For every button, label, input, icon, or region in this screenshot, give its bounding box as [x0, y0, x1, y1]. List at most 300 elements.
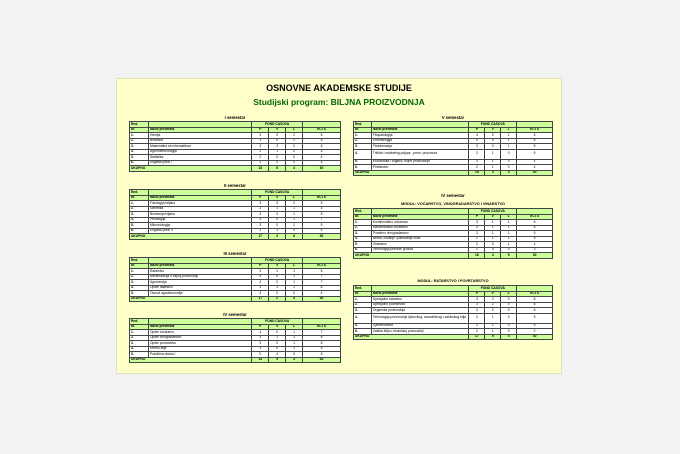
hours-l: 1 — [286, 217, 303, 223]
ects-value: 6 — [517, 220, 553, 226]
course-name: Tehnologija proizvodnje ljekovitog, aromatičnog i začinskog bilja — [371, 313, 469, 323]
hours-p: 3 — [252, 341, 269, 347]
semester-1-block — [129, 115, 341, 172]
program-subtitle: Studijski program: BILJNA PROIZVODNJA — [253, 97, 425, 107]
hours-p: 3 — [469, 231, 485, 237]
hours-v: 0 — [269, 201, 286, 207]
col-v: V — [269, 263, 286, 269]
col-ects: ECTS — [517, 291, 553, 297]
col-fond: FOND ČASOVA — [252, 122, 303, 128]
total-ects: 30 — [517, 253, 553, 259]
course-name: Sjemenarstvo — [371, 323, 469, 329]
col-red: Red. — [354, 286, 372, 292]
row-number: 4. — [130, 346, 149, 352]
row-number: 3. — [130, 144, 149, 150]
course-name: Opšte vinogradarstvo — [148, 335, 251, 341]
hours-l: 1 — [286, 330, 303, 336]
course-name: Kontinentalno voćarstvo — [371, 220, 469, 226]
course-name: Specijalno povrtarstvo — [371, 302, 469, 308]
hours-v: 0 — [269, 138, 286, 144]
ects-value: 6 — [303, 341, 341, 347]
ects-value: 5 — [517, 236, 553, 242]
course-table — [129, 257, 341, 302]
course-name: Krmno bilje — [148, 346, 251, 352]
total-p: 17 — [252, 234, 269, 240]
course-name: Praktična obuka I — [148, 352, 251, 358]
col-red: Red. — [130, 122, 149, 128]
col-br: br. — [354, 214, 372, 220]
ects-value: 4 — [303, 155, 341, 161]
hours-v: 1 — [485, 329, 501, 335]
total-l: 4 — [286, 357, 303, 363]
total-v: 3 — [485, 253, 501, 259]
row-number: 5. — [130, 352, 149, 358]
ects-value: 6 — [517, 225, 553, 231]
col-l: L — [501, 214, 517, 220]
ects-value: 5 — [517, 323, 553, 329]
course-name: Organska proizvodnja — [371, 308, 469, 314]
course-table — [353, 208, 553, 259]
total-label: UKUPNO — [130, 166, 252, 172]
col-red: Red. — [354, 209, 372, 215]
row-number: 2. — [130, 335, 149, 341]
row-number: 4. — [130, 149, 149, 155]
col-ects: ECTS — [303, 263, 341, 269]
hours-v: 0 — [485, 138, 501, 144]
hours-p: 3 — [252, 138, 269, 144]
module-title: MODUL: RATARSTVO I POVRTARSTVO — [417, 279, 489, 283]
row-number: 5. — [130, 223, 149, 229]
course-name: Pedologija — [148, 217, 251, 223]
course-name: Mikrobiologija — [148, 223, 251, 229]
hours-l: 1 — [501, 138, 517, 144]
total-label: UKUPNO — [354, 334, 469, 340]
course-name: Statistika — [148, 155, 251, 161]
row-number: 4. — [354, 313, 372, 323]
row-number: 4. — [130, 217, 149, 223]
hours-v: 2 — [485, 308, 501, 314]
course-name: Opšte ratarstvo — [148, 285, 251, 291]
total-label: UKUPNO — [130, 296, 252, 302]
hours-p: 3 — [469, 323, 485, 329]
ects-value: 2 — [517, 329, 553, 335]
course-name: Osnovi agroekonomije — [148, 291, 251, 297]
row-number: 2. — [130, 274, 149, 280]
hours-p: 3 — [252, 285, 269, 291]
hours-v: 2 — [485, 297, 501, 303]
hours-l: 1 — [501, 231, 517, 237]
hours-v: 1 — [485, 323, 501, 329]
course-name: Matematika sa informatikom — [148, 144, 251, 150]
ects-value: 3 — [517, 247, 553, 253]
hours-v: 1 — [485, 159, 501, 165]
semester-5-block — [353, 115, 553, 176]
total-v: 5 — [269, 357, 286, 363]
hours-v: 3 — [269, 144, 286, 150]
hours-p: 3 — [469, 242, 485, 248]
hours-l: 0 — [501, 323, 517, 329]
ects-value: 7 — [303, 217, 341, 223]
col-red: Red. — [130, 258, 149, 264]
total-label: UKUPNO — [354, 253, 469, 259]
row-number: 3. — [354, 144, 372, 150]
hours-p: 4 — [469, 138, 485, 144]
semester-3-block — [129, 251, 341, 302]
row-number: 4. — [354, 236, 372, 242]
hours-v: 1 — [485, 225, 501, 231]
hours-p: 3 — [252, 223, 269, 229]
hours-p: 3 — [469, 313, 485, 323]
hours-p: 2 — [469, 165, 485, 171]
course-name: Posebno vinogradarstvo — [371, 231, 469, 237]
total-l: 0 — [501, 334, 517, 340]
col-fond: FOND ČASOVA — [252, 190, 303, 196]
semester-4-block — [129, 312, 341, 363]
row-number: 6. — [354, 247, 372, 253]
hours-p: 3 — [469, 149, 485, 159]
hours-p: 4 — [252, 280, 269, 286]
col-naziv: Naziv predmeta — [371, 291, 469, 297]
hours-v: 0 — [269, 291, 286, 297]
col-fond: FOND ČASOVA — [469, 286, 517, 292]
row-number: 3. — [354, 231, 372, 237]
total-label: UKUPNO — [354, 170, 469, 176]
total-p: 16 — [469, 253, 485, 259]
hours-l: 0 — [501, 149, 517, 159]
hours-v: 1 — [269, 206, 286, 212]
ects-value: 5 — [517, 144, 553, 150]
row-number: 2. — [354, 225, 372, 231]
ects-value: 6 — [303, 335, 341, 341]
hours-p: 2 — [252, 155, 269, 161]
total-ects: 30 — [303, 357, 341, 363]
hours-l: 1 — [286, 212, 303, 218]
col-l: L — [501, 127, 517, 133]
row-number: 4. — [354, 149, 372, 159]
hours-p: 3 — [252, 133, 269, 139]
ects-value: 5 — [303, 201, 341, 207]
hours-l: 0 — [286, 149, 303, 155]
hours-p: 3 — [252, 144, 269, 150]
course-table — [129, 189, 341, 240]
course-name: Genetika — [148, 206, 251, 212]
col-p: P — [469, 291, 485, 297]
hours-p: 3 — [252, 212, 269, 218]
ects-value: 4 — [517, 242, 553, 248]
ects-value: 5 — [303, 223, 341, 229]
hours-p: 3 — [252, 335, 269, 341]
ects-value: 6 — [517, 138, 553, 144]
hours-l: 1 — [286, 206, 303, 212]
hours-p: 2 — [252, 149, 269, 155]
col-v: V — [269, 324, 286, 330]
hours-l: 0 — [501, 329, 517, 335]
hours-v: 0 — [269, 212, 286, 218]
total-v: 9 — [485, 334, 501, 340]
total-ects: 30 — [303, 166, 341, 172]
course-name: Mehanizacija u biljnoj proizvodnji — [148, 274, 251, 280]
hours-l: 0 — [286, 352, 303, 358]
total-p: 14 — [252, 357, 269, 363]
hours-p: 2 — [252, 206, 269, 212]
col-br: br. — [130, 195, 149, 201]
hours-l: 1 — [286, 269, 303, 275]
hours-v: 1 — [269, 285, 286, 291]
hours-v: 1 — [269, 228, 286, 234]
row-number: 5. — [354, 242, 372, 248]
ects-value: 4 — [303, 228, 341, 234]
table-row — [354, 149, 553, 159]
col-p: P — [252, 127, 269, 133]
semester-title: V semestar — [441, 115, 465, 120]
col-ects: ECTS — [517, 214, 553, 220]
hours-p: 4 — [252, 330, 269, 336]
total-v: 2 — [269, 234, 286, 240]
course-name: Hemija — [148, 133, 251, 139]
row-number: 6. — [130, 228, 149, 234]
hours-p: 4 — [252, 274, 269, 280]
course-name: Agrometeorologija — [148, 149, 251, 155]
ects-value: 4 — [303, 206, 341, 212]
hours-l: 0 — [286, 144, 303, 150]
col-ects: ECTS — [303, 127, 341, 133]
hours-p: 3 — [252, 269, 269, 275]
row-number: 5. — [354, 159, 372, 165]
col-naziv: Naziv predmeta — [148, 263, 251, 269]
hours-l: 0 — [501, 297, 517, 303]
ects-value: 4 — [303, 149, 341, 155]
hours-v: 0 — [269, 341, 286, 347]
hours-l: 1 — [501, 220, 517, 226]
total-v: 6 — [269, 166, 286, 172]
ects-value: 6 — [303, 133, 341, 139]
hours-v: 1 — [269, 269, 286, 275]
course-name: Engleski jezik I — [148, 160, 251, 166]
total-l: 4 — [286, 166, 303, 172]
semester-title: IV semestar — [223, 312, 247, 317]
row-number: 1. — [354, 220, 372, 226]
row-number: 2. — [130, 138, 149, 144]
row-number: 1. — [354, 297, 372, 303]
row-number: 6. — [354, 329, 372, 335]
hours-v: 2 — [269, 155, 286, 161]
hours-v: 1 — [485, 165, 501, 171]
total-row — [130, 296, 341, 302]
total-label: UKUPNO — [130, 234, 252, 240]
col-red: Red. — [130, 319, 149, 325]
course-name: Entomologija — [371, 138, 469, 144]
course-name: Mediteransko voćarstvo — [371, 225, 469, 231]
course-name: Fitopatologija — [371, 133, 469, 139]
module-title: MODUL: VOĆARSTVO, VINOGRADARSTVO I VINARSTVO — [401, 202, 505, 206]
hours-v: 0 — [269, 217, 286, 223]
ects-value: 5 — [303, 212, 341, 218]
ects-value: 7 — [303, 280, 341, 286]
ects-value: 5 — [517, 149, 553, 159]
col-l: L — [501, 291, 517, 297]
curriculum-sheet — [116, 78, 562, 374]
total-p: 17 — [252, 296, 269, 302]
course-table — [353, 121, 553, 176]
hours-l: 2 — [286, 201, 303, 207]
hours-l: 1 — [501, 225, 517, 231]
total-l: 6 — [286, 234, 303, 240]
row-number: 1. — [130, 330, 149, 336]
row-number: 1. — [130, 269, 149, 275]
col-naziv: Naziv predmeta — [148, 127, 251, 133]
hours-v: 0 — [269, 330, 286, 336]
row-number: 2. — [354, 138, 372, 144]
hours-v: 0 — [269, 133, 286, 139]
hours-p: 3 — [469, 220, 485, 226]
col-naziv: Naziv predmeta — [148, 195, 251, 201]
col-v: V — [485, 291, 501, 297]
col-naziv: Naziv predmeta — [148, 324, 251, 330]
hours-p: 3 — [252, 346, 269, 352]
row-number: 3. — [130, 212, 149, 218]
course-name: Botanika — [148, 138, 251, 144]
hours-p: 2 — [469, 236, 485, 242]
hours-l: 1 — [286, 346, 303, 352]
hours-v: 4 — [269, 352, 286, 358]
course-name: Fiziologija biljaka — [148, 201, 251, 207]
hours-v: 0 — [269, 223, 286, 229]
hours-l: 0 — [501, 165, 517, 171]
col-fond: FOND ČASOVA — [469, 122, 517, 128]
ects-value: 7 — [303, 330, 341, 336]
hours-p: 3 — [469, 297, 485, 303]
hours-v: 1 — [269, 335, 286, 341]
course-name: Tržište i marketing poljopr. -prehr. proizvoda — [371, 149, 469, 159]
col-ects: ECTS — [517, 127, 553, 133]
ects-value: 5 — [517, 313, 553, 323]
course-name: Ratarstvo — [148, 269, 251, 275]
hours-l: 0 — [286, 155, 303, 161]
ects-value: 6 — [517, 297, 553, 303]
total-l: 4 — [286, 296, 303, 302]
row-number: 1. — [130, 201, 149, 207]
hours-l: 0 — [501, 247, 517, 253]
ects-value: 6 — [303, 138, 341, 144]
ects-value: 6 — [303, 269, 341, 275]
col-ects: ECTS — [303, 324, 341, 330]
hours-p: 3 — [469, 144, 485, 150]
col-br: br. — [354, 291, 372, 297]
hours-v: 1 — [485, 220, 501, 226]
row-number: 4. — [130, 285, 149, 291]
hours-v: 0 — [269, 160, 286, 166]
col-fond: FOND ČASOVA — [469, 209, 517, 215]
hours-p: 2 — [252, 160, 269, 166]
course-name: Pčelarstvo — [371, 165, 469, 171]
course-name: Specijalno ratarstvo — [371, 297, 469, 303]
row-number: 6. — [130, 160, 149, 166]
hours-p: 4 — [469, 133, 485, 139]
course-name: Zaštita bilja u ekološkoj proizvodnji — [371, 329, 469, 335]
col-l: L — [286, 324, 303, 330]
total-p: 17 — [469, 334, 485, 340]
hours-p: 3 — [252, 291, 269, 297]
row-number: 5. — [130, 291, 149, 297]
total-row — [130, 166, 341, 172]
hours-l: 0 — [501, 302, 517, 308]
total-l: 5 — [501, 253, 517, 259]
col-p: P — [252, 263, 269, 269]
course-table — [129, 318, 341, 363]
total-row — [130, 234, 341, 240]
row-number: 3. — [130, 341, 149, 347]
hours-l: 1 — [501, 133, 517, 139]
course-name: Opšte voćarstvo — [148, 330, 251, 336]
course-table — [129, 121, 341, 172]
col-naziv: Naziv predmeta — [371, 214, 469, 220]
hours-p: 3 — [469, 159, 485, 165]
total-row — [354, 334, 553, 340]
ects-value: 4 — [303, 291, 341, 297]
hours-v: 0 — [485, 144, 501, 150]
total-ects: 30 — [303, 234, 341, 240]
hours-v: 1 — [269, 149, 286, 155]
col-v: V — [269, 195, 286, 201]
ects-value: 6 — [517, 302, 553, 308]
ects-value: 5 — [303, 352, 341, 358]
hours-v: 1 — [485, 236, 501, 242]
hours-p: 3 — [469, 225, 485, 231]
col-p: P — [252, 324, 269, 330]
hours-v: 2 — [485, 302, 501, 308]
total-p: 15 — [252, 166, 269, 172]
hours-l: 0 — [501, 308, 517, 314]
hours-l: 2 — [286, 138, 303, 144]
col-br: br. — [354, 127, 372, 133]
hours-v: 0 — [485, 247, 501, 253]
row-number: 3. — [130, 280, 149, 286]
total-row — [354, 253, 553, 259]
ects-value: 4 — [517, 165, 553, 171]
hours-p: 2 — [469, 329, 485, 335]
col-l: L — [286, 127, 303, 133]
total-row — [354, 170, 553, 176]
col-p: P — [252, 195, 269, 201]
hours-v: 0 — [269, 346, 286, 352]
row-number: 1. — [354, 133, 372, 139]
ects-value: 5 — [303, 346, 341, 352]
total-label: UKUPNO — [130, 357, 252, 363]
hours-p: 3 — [469, 308, 485, 314]
total-row — [130, 357, 341, 363]
row-number: 1. — [130, 133, 149, 139]
col-red: Red. — [354, 122, 372, 128]
semester-2-block — [129, 183, 341, 240]
total-v: 3 — [485, 170, 501, 176]
course-name: Fitofarmacija — [371, 144, 469, 150]
hours-l: 0 — [286, 291, 303, 297]
hours-l: 1 — [501, 242, 517, 248]
total-v: 2 — [269, 296, 286, 302]
col-br: br. — [130, 324, 149, 330]
col-br: br. — [130, 127, 149, 133]
col-fond: FOND ČASOVA — [252, 258, 303, 264]
hours-p: 4 — [252, 217, 269, 223]
semester-title: I semestar — [224, 115, 246, 120]
hours-v: 1 — [485, 149, 501, 159]
hours-v: 1 — [485, 231, 501, 237]
col-p: P — [469, 127, 485, 133]
course-name: Vinarstvo — [371, 242, 469, 248]
course-name: Biohemija biljaka — [148, 212, 251, 218]
hours-l: 1 — [286, 341, 303, 347]
hours-l: 2 — [286, 133, 303, 139]
